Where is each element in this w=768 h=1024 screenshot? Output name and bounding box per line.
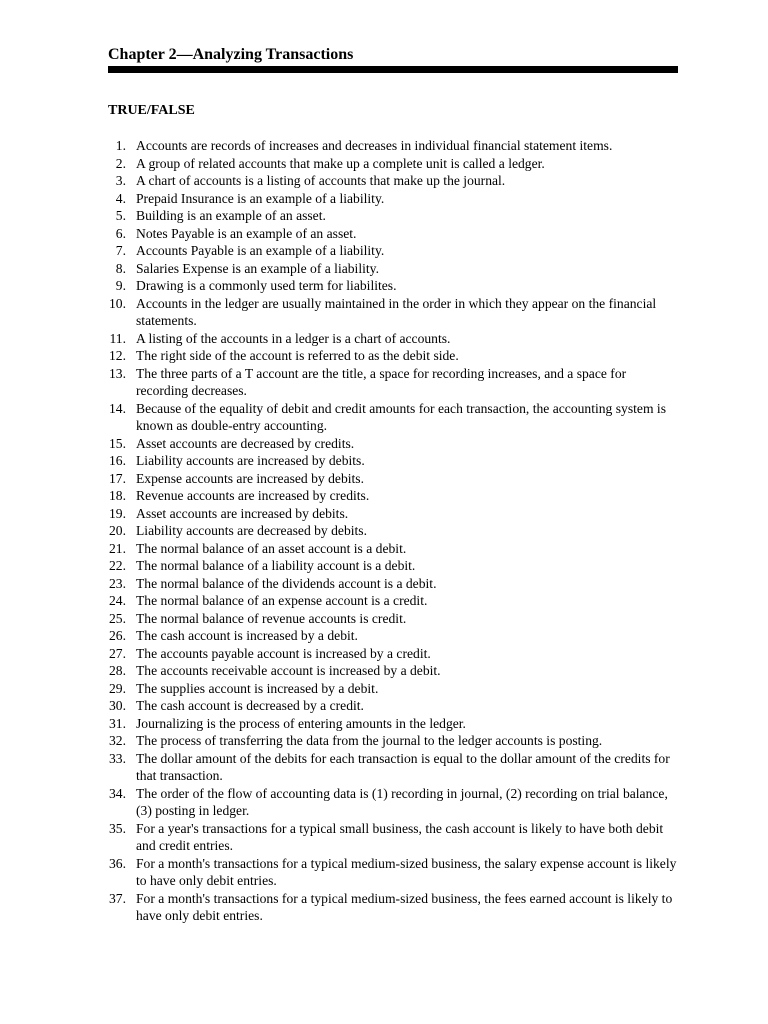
question-item <box>98 855 678 890</box>
question-item <box>98 260 678 278</box>
question-text: Liability accounts are decreased by debits. <box>136 523 368 538</box>
question-text: Revenue accounts are increased by credits. <box>136 488 370 503</box>
question-number: 14. <box>109 400 126 416</box>
question-text: The dollar amount of the debits for each transaction is equal to the dollar amount of the credits for that transaction. <box>136 750 670 783</box>
question-number: 15. <box>109 435 126 451</box>
question-list <box>98 137 678 925</box>
question-number: 19. <box>109 505 126 521</box>
question-number: 21. <box>109 540 126 556</box>
question-text: Liability accounts are increased by debits. <box>136 453 365 468</box>
question-item <box>98 785 678 820</box>
question-item <box>98 330 678 348</box>
question-text: The cash account is increased by a debit. <box>136 628 358 643</box>
question-item <box>98 277 678 295</box>
question-item <box>98 172 678 190</box>
question-number: 5. <box>115 208 126 223</box>
question-text: Salaries Expense is an example of a liability. <box>136 260 379 276</box>
question-number: 17. <box>109 470 126 486</box>
question-item <box>98 540 678 558</box>
question-text: The normal balance of a liability account is a debit. <box>136 558 416 573</box>
question-number: 9. <box>115 278 126 293</box>
question-item <box>98 505 678 523</box>
question-number: 13. <box>109 365 126 381</box>
question-item <box>98 715 678 733</box>
question-item <box>98 155 678 173</box>
question-text: For a month's transactions for a typical medium-sized business, the fees earned account is likely to have only debit entries. <box>136 890 673 923</box>
question-number: 8. <box>115 260 126 276</box>
question-text: The normal balance of an expense account is a credit. <box>136 593 428 608</box>
question-item <box>98 750 678 785</box>
question-item <box>98 662 678 680</box>
question-number: 2. <box>115 155 126 171</box>
question-text: Drawing is a commonly used term for liabilites. <box>136 278 397 293</box>
question-item <box>98 697 678 715</box>
question-item <box>98 575 678 593</box>
question-number: 23. <box>109 575 126 591</box>
question-text: For a month's transactions for a typical medium-sized business, the salary expense account is likely to have only debit entries. <box>136 855 677 888</box>
question-text: Because of the equality of debit and credit amounts for each transaction, the accounting system is known as double-entry accounting. <box>136 400 666 433</box>
question-text: For a year's transactions for a typical small business, the cash account is likely to have both debit and credit entries. <box>136 820 664 853</box>
question-number: 36. <box>109 855 126 871</box>
question-number: 18. <box>109 488 126 503</box>
question-text: The right side of the account is referred to as the debit side. <box>136 348 459 363</box>
question-item <box>98 452 678 470</box>
question-item <box>98 400 678 435</box>
question-text: Journalizing is the process of entering amounts in the ledger. <box>136 715 466 731</box>
question-item <box>98 242 678 260</box>
question-text: The normal balance of the dividends account is a debit. <box>136 575 437 591</box>
question-item <box>98 470 678 488</box>
question-item <box>98 207 678 225</box>
question-item <box>98 190 678 208</box>
question-item <box>98 137 678 155</box>
question-number: 34. <box>109 785 126 801</box>
question-text: The cash account is decreased by a credit. <box>136 698 364 713</box>
question-item <box>98 487 678 505</box>
question-text: A group of related accounts that make up a complete unit is called a ledger. <box>136 155 545 171</box>
title-divider <box>108 66 678 73</box>
question-number: 1. <box>115 138 126 153</box>
question-text: Notes Payable is an example of an asset. <box>136 225 357 241</box>
question-number: 28. <box>109 663 126 678</box>
question-item <box>98 295 678 330</box>
question-item <box>98 820 678 855</box>
question-text: The normal balance of revenue accounts is credit. <box>136 610 407 626</box>
question-text: Accounts Payable is an example of a liability. <box>136 243 385 258</box>
question-item <box>98 610 678 628</box>
question-text: Asset accounts are increased by debits. <box>136 505 349 521</box>
question-number: 30. <box>109 698 126 713</box>
question-item <box>98 347 678 365</box>
question-number: 4. <box>115 190 126 206</box>
question-item <box>98 627 678 645</box>
question-text: The normal balance of an asset account is a debit. <box>136 540 407 556</box>
question-text: Building is an example of an asset. <box>136 208 326 223</box>
question-number: 29. <box>109 680 126 696</box>
question-item <box>98 890 678 925</box>
question-item <box>98 732 678 750</box>
question-text: Prepaid Insurance is an example of a liability. <box>136 190 385 206</box>
question-text: Accounts in the ledger are usually maintained in the order in which they appear on the financial statements. <box>136 295 657 328</box>
question-text: The process of transferring the data from the journal to the ledger accounts is posting. <box>136 733 603 748</box>
question-number: 25. <box>109 610 126 626</box>
question-number: 24. <box>109 593 126 608</box>
question-text: Expense accounts are increased by debits. <box>136 470 364 486</box>
question-item <box>98 435 678 453</box>
question-number: 22. <box>109 558 126 573</box>
question-number: 16. <box>109 453 126 468</box>
question-number: 26. <box>109 628 126 643</box>
question-item <box>98 225 678 243</box>
question-item <box>98 522 678 540</box>
question-number: 12. <box>109 348 126 363</box>
question-text: Accounts are records of increases and decreases in individual financial statement items. <box>136 138 613 153</box>
question-item <box>98 645 678 663</box>
question-number: 11. <box>109 330 126 346</box>
question-text: The accounts receivable account is increased by a debit. <box>136 663 441 678</box>
question-text: The supplies account is increased by a debit. <box>136 680 379 696</box>
question-number: 6. <box>115 225 126 241</box>
question-number: 10. <box>109 295 126 311</box>
question-text: The accounts payable account is increased by a credit. <box>136 645 431 661</box>
question-number: 7. <box>115 243 126 258</box>
question-item <box>98 592 678 610</box>
question-item <box>98 680 678 698</box>
question-text: The three parts of a T account are the title, a space for recording increases, and a space for recording decreases. <box>136 365 627 398</box>
question-number: 3. <box>115 173 126 188</box>
question-text: A chart of accounts is a listing of accounts that make up the journal. <box>136 173 506 188</box>
question-item <box>98 557 678 575</box>
question-number: 20. <box>109 523 126 538</box>
question-item <box>98 365 678 400</box>
section-heading: TRUE/FALSE <box>108 103 195 118</box>
question-text: The order of the flow of accounting data is (1) recording in journal, (2) recording on trial balance, (3) posting in ledger. <box>136 785 668 818</box>
question-number: 35. <box>109 820 126 836</box>
question-number: 37. <box>109 890 126 906</box>
question-text: A listing of the accounts in a ledger is a chart of accounts. <box>136 330 451 346</box>
question-number: 33. <box>109 750 126 766</box>
page-title: Chapter 2—Analyzing Transactions <box>108 46 354 63</box>
question-number: 31. <box>109 715 126 731</box>
question-number: 27. <box>109 645 126 661</box>
question-number: 32. <box>109 733 126 748</box>
question-text: Asset accounts are decreased by credits. <box>136 435 355 451</box>
